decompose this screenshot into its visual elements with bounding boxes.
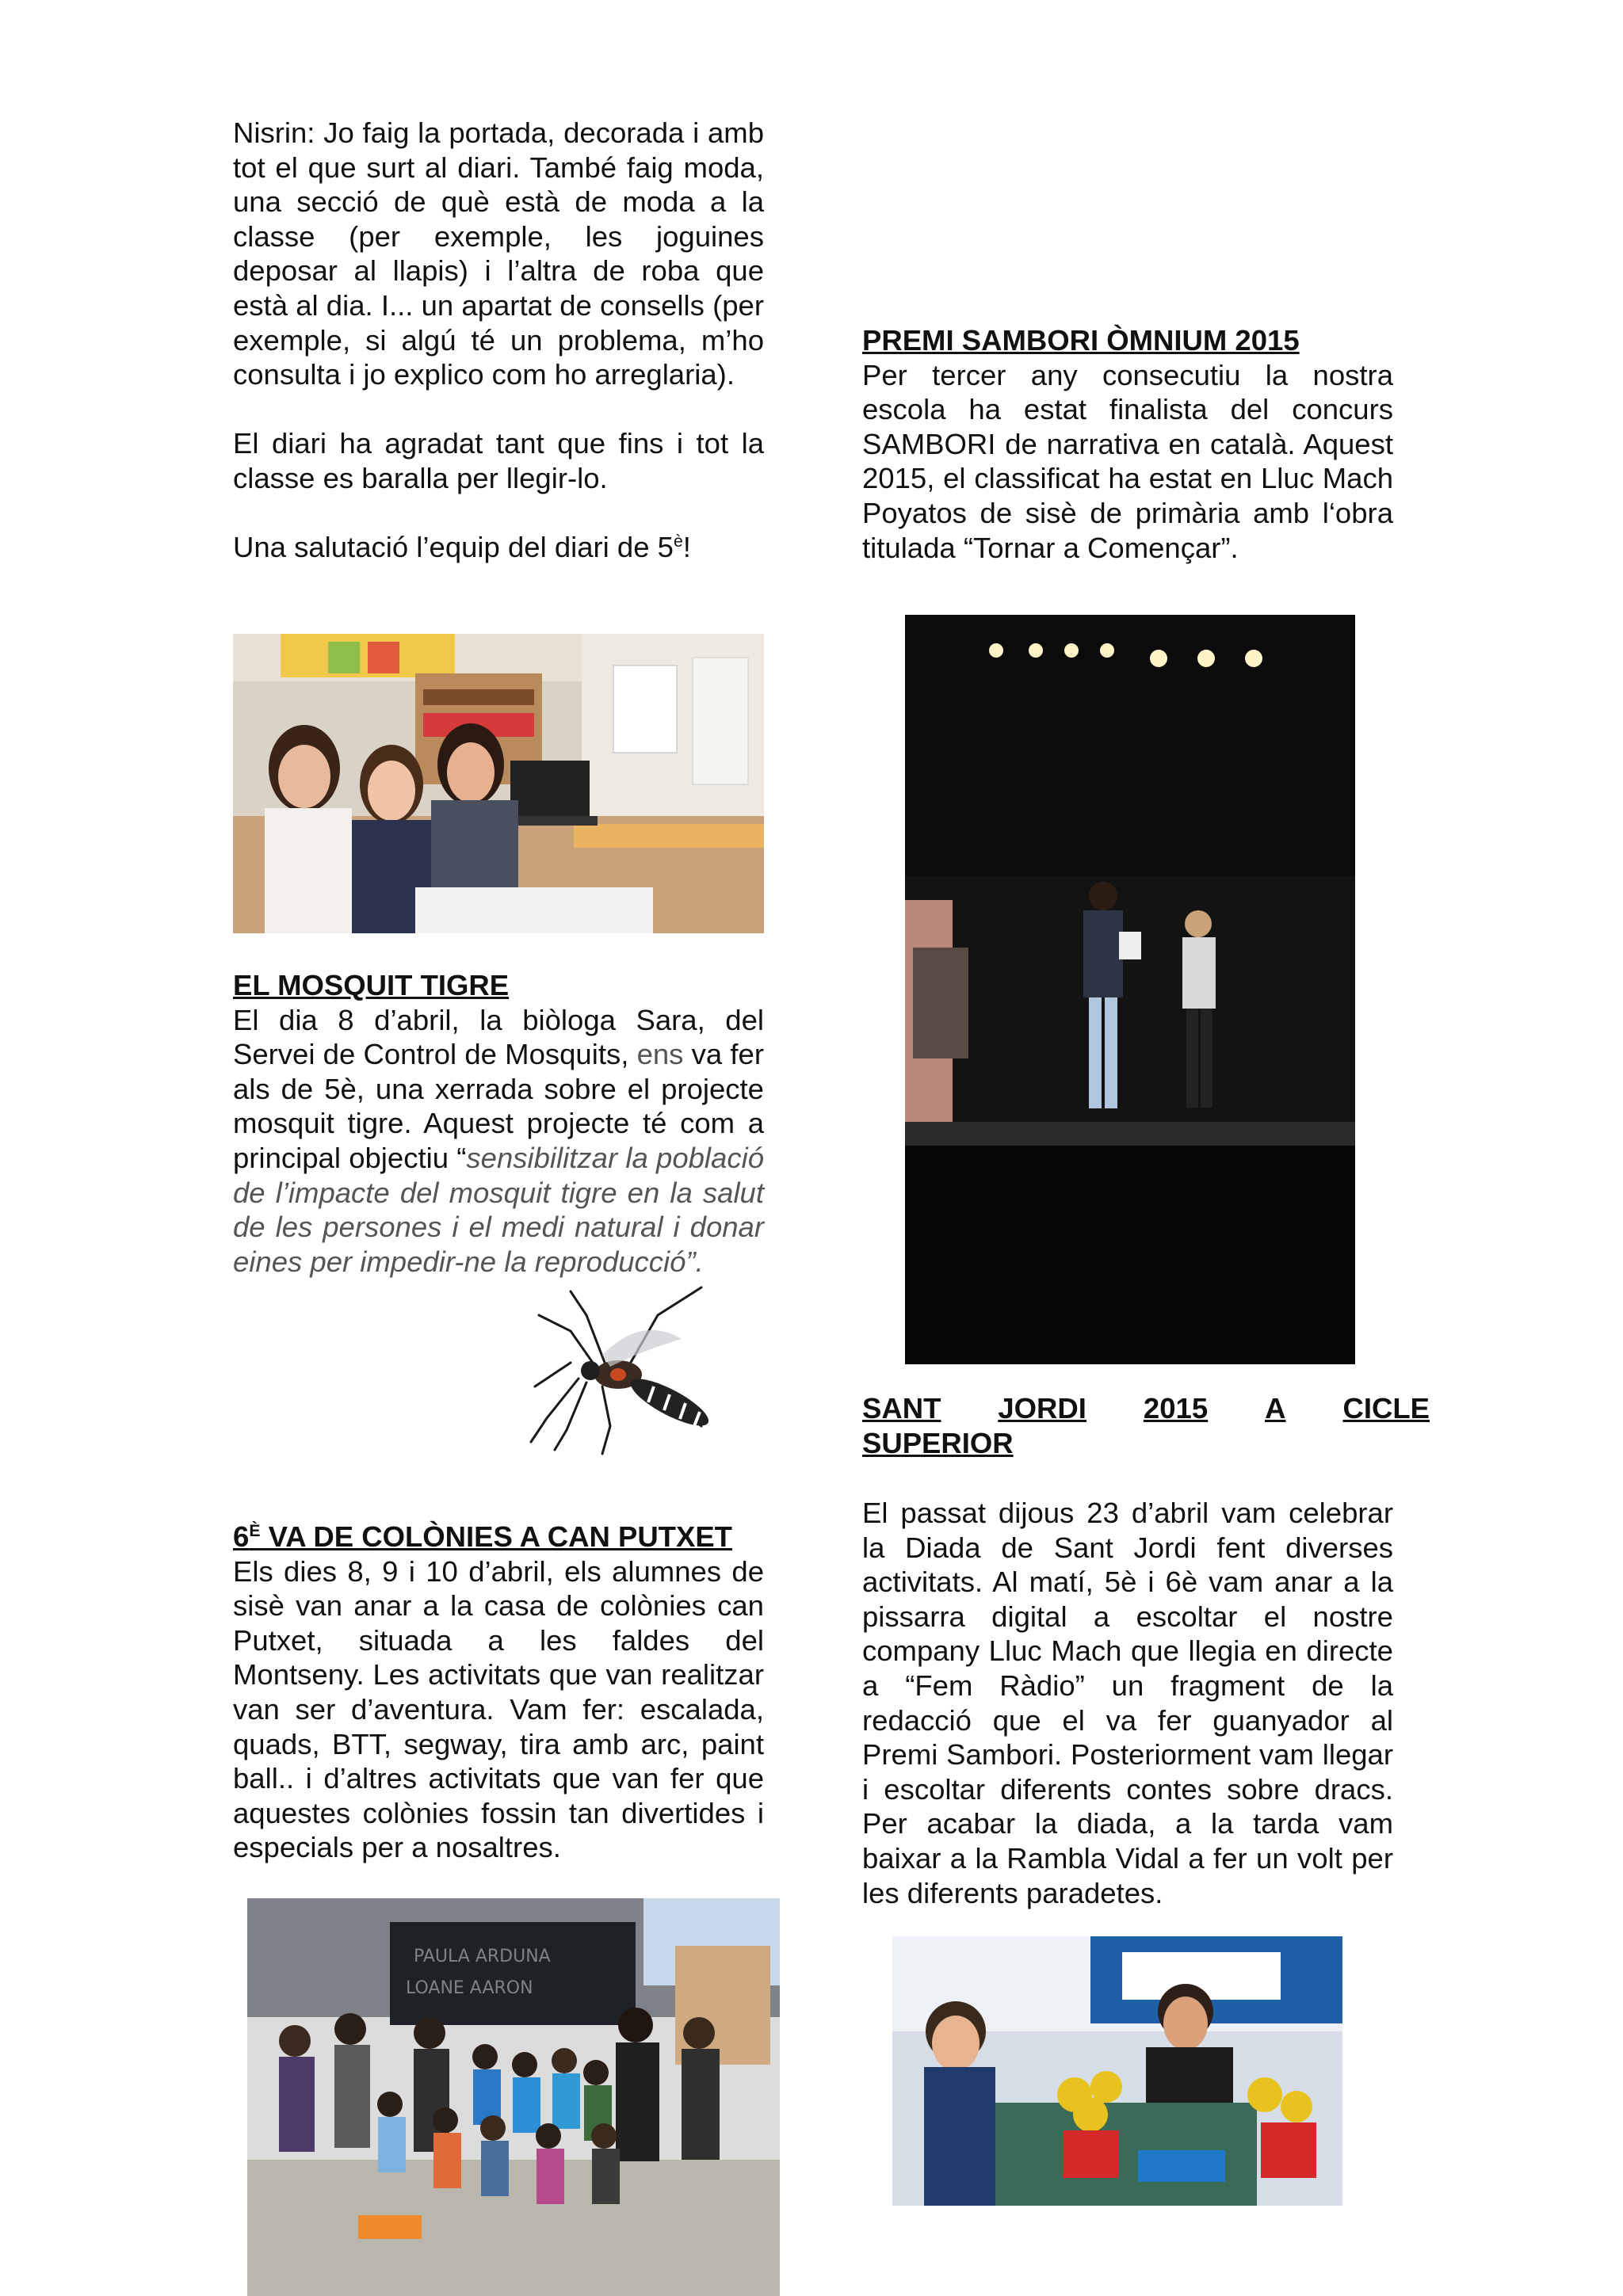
- sambori-title: PREMI SAMBORI ÒMNIUM 2015: [862, 324, 1300, 357]
- colonies-paragraph: Els dies 8, 9 i 10 d’abril, els alumnes de sisè van anar a la casa de colònies can Putxet, situada a les faldes del Montseny. Les activitats que van realitzar van ser d’aventura. Vam fer: escalada, quads, BTT, segway, tira amb arc, paint ball.. i d’altres activitats que van fer que aquestes colònies fossin tan divertides i especials per a nosaltres.: [233, 1554, 764, 1864]
- diari-paragraph: El diari ha agradat tant que fins i tot la classe es baralla per llegir-lo.: [233, 427, 764, 494]
- colonies-section: [233, 1520, 764, 1865]
- salutacio-line: Una salutació l’equip del diari de $5^è$!: [233, 531, 691, 564]
- santjordi-title: SANT JORDI 2015 A CICLE SUPERIOR: [862, 1392, 1430, 1459]
- santjordi-section: [862, 1496, 1393, 1910]
- mosquit-title: EL MOSQUIT TIGRE: [233, 969, 510, 1001]
- santjordi-paragraph: El passat dijous 23 d’abril vam celebrar la Diada de Sant Jordi fent diverses activitats. Al matí, 5è i 6è vam anar a la pissarra digital a escoltar el nostre company Lluc Mach que llegia en directe a “Fem Ràdio” un fragment de la redacció que el va fer guanyador al Premi Sambori. Posteriorment vam llegar i escoltar diferents contes sobre dracs. Per acabar la diada, a la tarda vam baixar a la Rambla Vidal a fer un volt per les diferents paradetes.: [862, 1497, 1393, 1909]
- svg-text:PAULA ARDUNA: PAULA ARDUNA: [414, 1947, 551, 1966]
- mosquit-paragraph: El dia 8 d’abril, la biòloga Sara, del Servei de Control de Mosquits, ens va fer als de 5è, una xerrada sobre el projecte mosquit tigre. Aquest projecte té com a principal objectiu “sensibilitzar la població de l’impacte del mosquit tigre en la salut de les persones i el medi natural i donar eines per impedir-ne la reproducció”.: [233, 1003, 764, 1278]
- mosquito-illustration: [523, 1283, 721, 1456]
- colonies-group-photo: [247, 1898, 780, 2296]
- colonies-title: $6^È$ VA DE COLÒNIES A CAN PUTXET: [233, 1520, 732, 1553]
- stage-award-photo: [905, 615, 1355, 1364]
- classroom-girls-photo: [233, 634, 764, 933]
- sambori-section: [862, 323, 1393, 565]
- sambori-paragraph: Per tercer any consecutiu la nostra escola ha estat finalista del concurs SAMBORI de narrativa en català. Aquest 2015, el classificat ha estat en Lluc Mach Poyatos de sisè de primària amb l‘obra titulada “Tornar a Començar”.: [862, 358, 1393, 564]
- left-column: [233, 116, 764, 565]
- mosquit-section: [233, 968, 764, 1279]
- intro-paragraph: Nisrin: Jo faig la portada, decorada i amb tot el que surt al diari. També faig moda, una secció de què està de moda a la classe (per exemple, les joguines deposar al llapis) i l’altra de roba que està al dia. I... un apartat de consells (per exemple, si algú té un problema, m’ho consulta i jo explico com ho arreglaria).: [233, 116, 764, 391]
- radio-interview-photo: [892, 1936, 1342, 2206]
- svg-text:LOANE AARON: LOANE AARON: [406, 1978, 533, 1998]
